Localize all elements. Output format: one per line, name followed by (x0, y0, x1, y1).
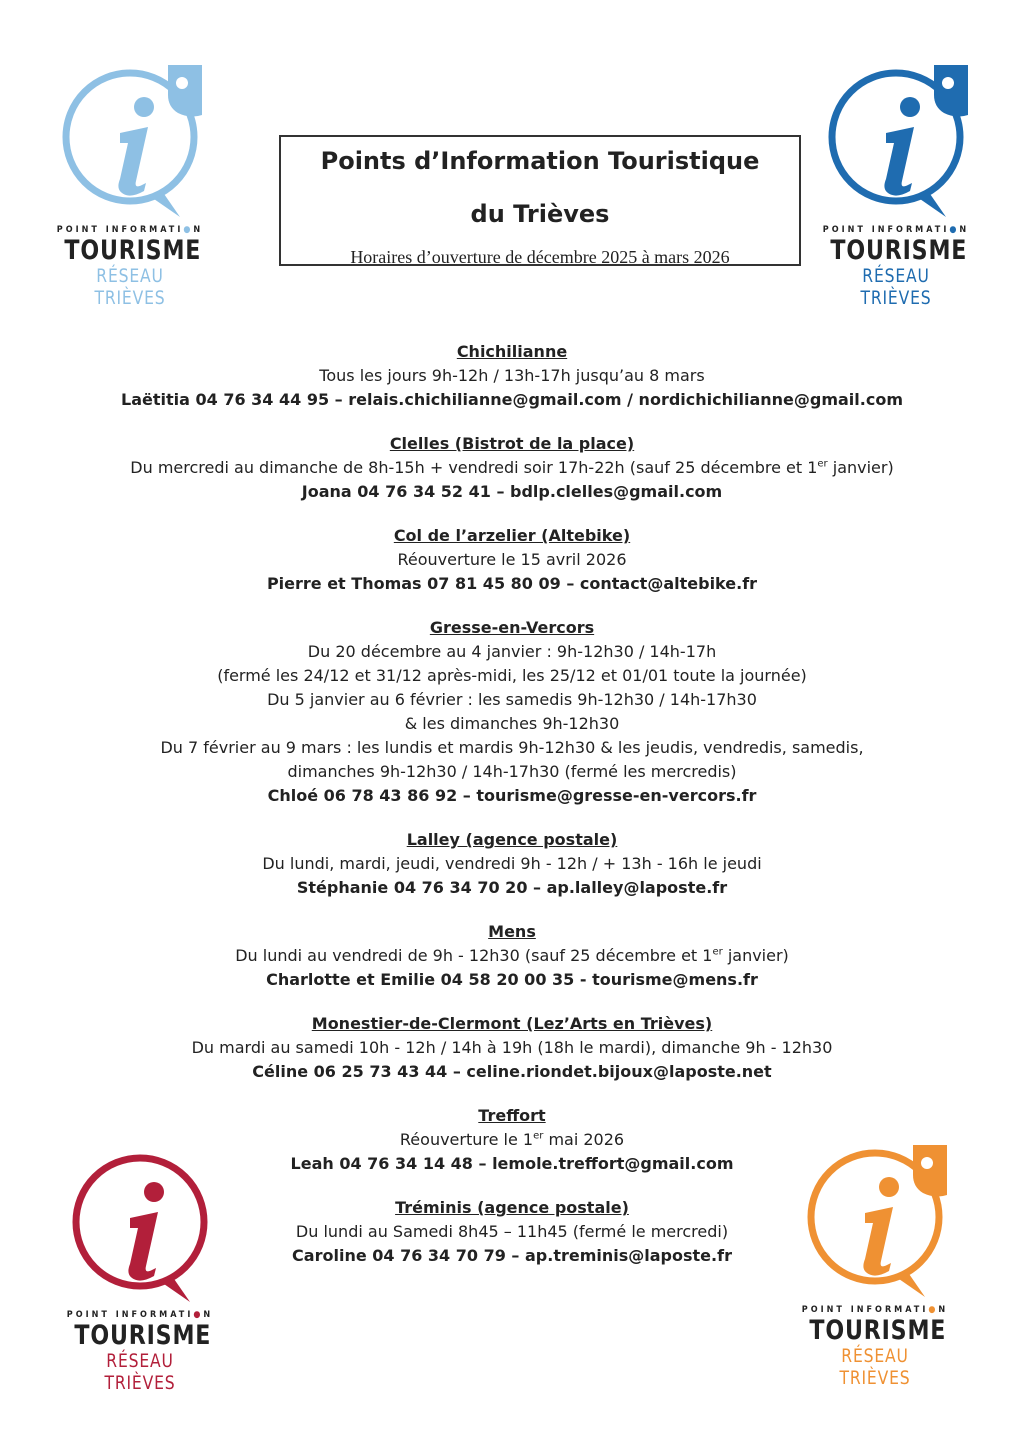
location-name: Clelles (Bistrot de la place) (389, 434, 635, 453)
info-bubble-icon (795, 1135, 955, 1310)
logo-line1-end: N (193, 225, 204, 235)
logo-line1-end: N (938, 1305, 949, 1315)
contact-line: Pierre et Thomas 07 81 45 80 09 – contact@altebike.fr (266, 574, 758, 593)
logo-tourisme: TOURISME (74, 1320, 212, 1351)
logo-line1-end: N (959, 225, 970, 235)
location-name: Col de l’arzelier (Altebike) (393, 526, 631, 545)
logo-reseau: RÉSEAU TRIÈVES (839, 1345, 911, 1389)
contact-line: Céline 06 25 73 43 44 – celine.riondet.bijoux@laposte.net (252, 1062, 772, 1081)
logo-line1: POINT INFORMATI (801, 1305, 929, 1315)
contact-line: Laëtitia 04 76 34 44 95 – relais.chichilianne@gmail.com / nordichichilianne@gmail.com (121, 390, 903, 409)
logo-line1-end: N (203, 1310, 214, 1320)
location-name: Mens (488, 922, 536, 941)
hours-line: Réouverture le 1er mai 2026 (399, 1130, 625, 1149)
hours-line: dimanches 9h-12h30 / 14h-17h30 (fermé les mercredis) (287, 762, 737, 781)
hours-line: Du 20 décembre au 4 janvier : 9h-12h30 / 14h-17h (307, 642, 717, 661)
hours-line: Du lundi au vendredi de 9h - 12h30 (sauf 25 décembre et 1er janvier) (235, 946, 789, 965)
hours-line: Tous les jours 9h-12h / 13h-17h jusqu’au 8 mars (319, 366, 705, 385)
location-name: Treffort (478, 1106, 546, 1125)
logo-line1: POINT INFORMATI (56, 225, 184, 235)
hours-line: Du lundi au Samedi 8h45 – 11h45 (fermé le mercredi) (295, 1222, 729, 1241)
title-box (279, 135, 801, 266)
section-gresse (100, 616, 924, 808)
hours-line: Du mercredi au dimanche de 8h-15h + vendredi soir 17h-22h (sauf 25 décembre et 1er janvier) (130, 458, 894, 477)
location-name: Tréminis (agence postale) (395, 1198, 629, 1217)
page-title: Points d’Information Touristique (320, 147, 760, 175)
logo-line1: POINT INFORMATI (66, 1310, 194, 1320)
contact-line: Leah 04 76 34 14 48 – lemole.treffort@gmail.com (290, 1154, 734, 1173)
logo-bottom-right: POINT INFORMATI●N TOURISME RÉSEAU TRIÈVES (795, 1135, 955, 1395)
logo-reseau: RÉSEAU TRIÈVES (860, 265, 932, 309)
location-name: Chichilianne (456, 342, 568, 361)
hours-line: Du mardi au samedi 10h - 12h / 14h à 19h (18h le mardi), dimanche 9h - 12h30 (191, 1038, 833, 1057)
contact-line: Chloé 06 78 43 86 92 – tourisme@gresse-en-vercors.fr (267, 786, 757, 805)
section-monestier (100, 1012, 924, 1084)
section-col-arzelier (100, 524, 924, 596)
logo-top-right: POINT INFORMATI●N TOURISME RÉSEAU TRIÈVES (816, 55, 976, 315)
location-name: Gresse-en-Vercors (429, 618, 595, 637)
section-clelles (100, 432, 924, 504)
contact-line: Caroline 04 76 34 70 79 – ap.treminis@laposte.fr (292, 1246, 732, 1265)
logo-tourisme: TOURISME (64, 235, 202, 266)
info-bubble-icon (50, 55, 210, 230)
info-bubble-icon (60, 1140, 220, 1315)
hours-line: Du 5 janvier au 6 février : les samedis 9h-12h30 / 14h-17h30 (267, 690, 757, 709)
hours-line: & les dimanches 9h-12h30 (404, 714, 620, 733)
location-name: Lalley (agence postale) (406, 830, 618, 849)
hours-line: Réouverture le 15 avril 2026 (397, 550, 627, 569)
logo-line1: POINT INFORMATI (822, 225, 950, 235)
logo-tourisme: TOURISME (830, 235, 968, 266)
section-lalley (100, 828, 924, 900)
section-mens (100, 920, 924, 992)
location-name: Monestier-de-Clermont (Lez’Arts en Trièves) (311, 1014, 713, 1033)
page-subtitle: Horaires d’ouverture de décembre 2025 à mars 2026 (350, 247, 730, 267)
info-bubble-icon (816, 55, 976, 230)
hours-line: Du 7 février au 9 mars : les lundis et mardis 9h-12h30 & les jeudis, vendredis, samedis, (160, 738, 864, 757)
hours-line: Du lundi, mardi, jeudi, vendredi 9h - 12h / + 13h - 16h le jeudi (262, 854, 762, 873)
contact-line: Joana 04 76 34 52 41 – bdlp.clelles@gmail.com (301, 482, 723, 501)
contact-line: Stéphanie 04 76 34 70 20 – ap.lalley@laposte.fr (296, 878, 728, 897)
section-chichilianne (100, 340, 924, 412)
page-title-line2: du Trièves (470, 200, 610, 228)
logo-reseau: RÉSEAU TRIÈVES (104, 1350, 176, 1394)
logo-tourisme: TOURISME (809, 1315, 947, 1346)
contact-line: Charlotte et Emilie 04 58 20 00 35 - tourisme@mens.fr (266, 970, 758, 989)
logo-top-left: POINT INFORMATI●N TOURISME RÉSEAU TRIÈVES (50, 55, 210, 315)
logo-bottom-left: POINT INFORMATI●N TOURISME RÉSEAU TRIÈVES (60, 1140, 220, 1400)
hours-line: (fermé les 24/12 et 31/12 après-midi, les 25/12 et 01/01 toute la journée) (217, 666, 807, 685)
logo-reseau: RÉSEAU TRIÈVES (94, 265, 166, 309)
